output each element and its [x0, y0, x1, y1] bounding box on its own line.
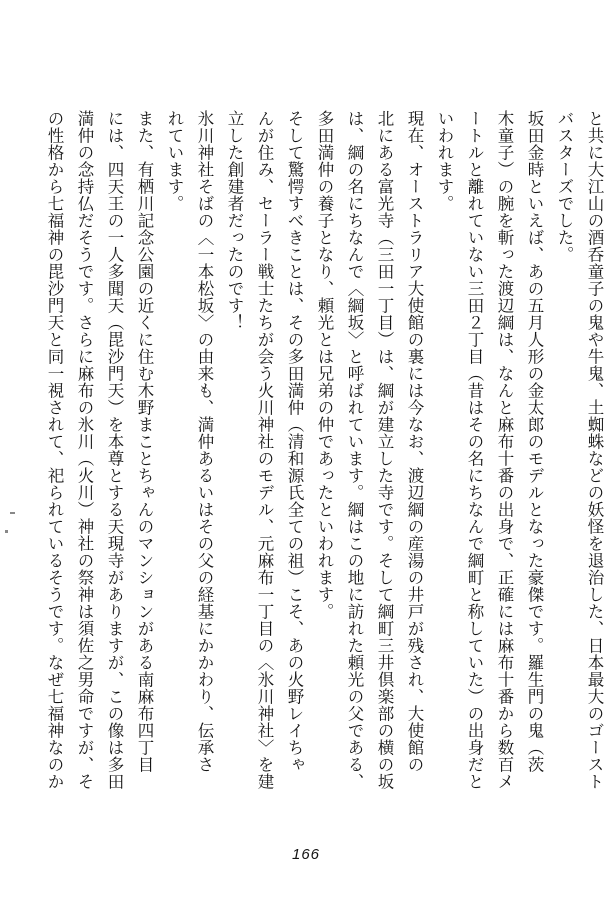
- text-line: 満仲の念持仏だそうです。さらに麻布の氷川（火川）神社の祭神は須佐之男命ですが、そ: [75, 110, 94, 790]
- text-line: 北にある富光寺（三田一丁目）は、綱が建立した寺です。そして綱町三井倶楽部の横の坂: [375, 110, 394, 790]
- text-line: 氷川神社そばの〈一本松坂〉の由来も、満仲あるいはその父の経基にかかわり、伝承さ: [195, 110, 214, 773]
- text-line: いわれます。: [435, 110, 454, 212]
- text-line: の性格から七福神の毘沙門天と同一視されて、祀られているそうです。なぜ七福神なのか: [45, 110, 64, 790]
- text-line: は、綱の名にちなんで〈綱坂〉と呼ばれています。綱はこの地に訪れた頼光の父である、: [345, 110, 364, 790]
- text-line: 現在、オーストラリア大使館の裏には今なお、渡辺綱の産湯の井戸が残され、大使館の: [405, 110, 424, 773]
- text-line: 木童子）の腕を斬った渡辺綱は、なんと麻布十番の出身で、正確には麻布十番から数百メ: [495, 110, 514, 790]
- text-line: 坂田金時といえば、あの五月人形の金太郎のモデルとなった豪傑です。羅生門の鬼（茨: [525, 110, 544, 773]
- scan-speck: [10, 512, 15, 514]
- text-line: には、四天王の一人多聞天（毘沙門天）を本尊とする天現寺がありますが、この像は多田: [105, 110, 124, 790]
- text-line: と共に大江山の酒呑童子の鬼や牛鬼、土蜘蛛などの妖怪を退治した、日本最大のゴースト: [585, 110, 604, 790]
- scan-speck: [5, 530, 8, 533]
- text-line: んが住み、セーラー戦士たちが会う火川神社のモデル、元麻布一丁目の〈氷川神社〉を建: [255, 110, 274, 790]
- text-line: 多田満仲の養子となり、頼光とは兄弟の仲であったといわれます。: [315, 110, 334, 620]
- text-line: ートルと離れていない三田２丁目（昔はその名にちなんで綱町と称していた）の出身だと: [465, 110, 484, 790]
- text-line: バスターズでした。: [555, 110, 574, 263]
- text-line: また、有栖川記念公園の近くに住む木野まことちゃんのマンションがある南麻布四丁目: [135, 110, 154, 773]
- page-number: 166: [291, 846, 321, 863]
- text-line: 立した創建者だったのです！: [225, 110, 244, 331]
- text-line: れています。: [165, 110, 184, 212]
- text-line: そして驚愕すべきことは、その多田満仲（清和源氏全ての祖）こそ、あの火野レイちゃ: [285, 110, 304, 773]
